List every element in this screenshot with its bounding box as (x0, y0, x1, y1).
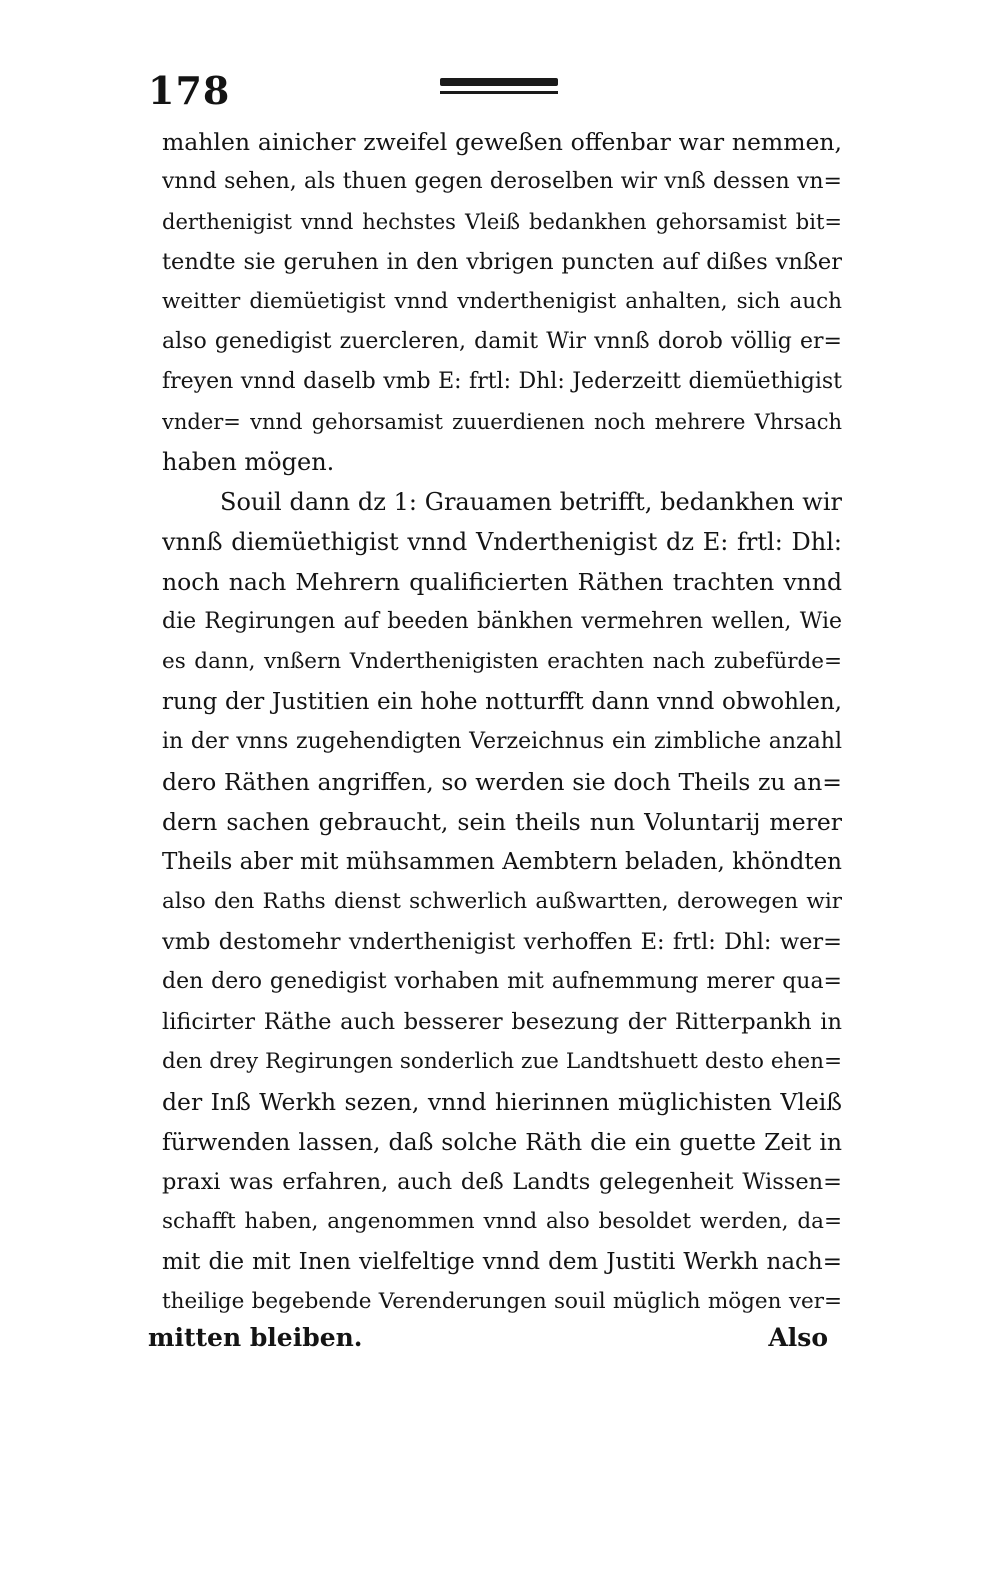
header-ornament-rule (440, 78, 558, 98)
page-footer (148, 1318, 828, 1358)
last-line-text: mitten bleiben. (148, 1323, 363, 1352)
text-line: noch nach Mehrern qualificierten Räthen trachten vnnd (162, 568, 842, 596)
text-line: mit die mit Inen vielfeltige vnnd dem Justiti Werkh nach= (162, 1249, 842, 1275)
body-text (162, 122, 842, 1322)
text-line: vnnß diemüethigist vnnd Vnderthenigist dz E: frtl: Dhl: (162, 528, 842, 556)
text-line: der Inß Werkh sezen, vnnd hierinnen müglichisten Vleiß (162, 1088, 842, 1116)
text-line: dero Räthen angriffen, so werden sie doch Theils zu an= (162, 768, 842, 796)
text-line: also den Raths dienst schwerlich außwartten, derowegen wir (162, 889, 842, 914)
text-line: also genedigist zuercleren, damit Wir vnnß dorob völlig er= (162, 329, 842, 354)
text-line: vmb destomehr vnderthenigist verhoffen E: frtl: Dhl: wer= (162, 929, 842, 955)
text-line: dern sachen gebraucht, sein theils nun Voluntarij merer (162, 808, 842, 836)
page-number: 178 (148, 68, 231, 113)
catchword: Also (768, 1323, 828, 1352)
text-line: vnder= vnnd gehorsamist zuuerdienen noch mehrere Vhrsach (162, 410, 842, 434)
text-line: tendte sie geruhen in den vbrigen puncten auf dißes vnßer (162, 249, 842, 275)
text-line: derthenigist vnnd hechstes Vleiß bedankhen gehorsamist bit= (162, 210, 842, 234)
text-line: Theils aber mit mühsammen Aembtern beladen, khöndten (162, 849, 842, 875)
text-line: mahlen ainicher zweifel geweßen offenbar war nemmen, (162, 128, 842, 156)
paragraph-start-line: Souil dann dz 1: Grauamen betrifft, bedankhen wir (220, 488, 842, 516)
text-line: praxi was erfahren, auch deß Landts gelegenheit Wissen= (162, 1169, 842, 1195)
text-line: freyen vnnd daselb vmb E: frtl: Dhl: Jederzeitt diemüethigist (162, 369, 842, 394)
text-line: lificirter Räthe auch besserer besezung der Ritterpankh in (162, 1009, 842, 1035)
text-line: den drey Regirungen sonderlich zue Landtshuett desto ehen= (162, 1049, 842, 1074)
text-line: den dero genedigist vorhaben mit aufnemmung merer qua= (162, 969, 842, 994)
text-line: theilige begebende Verenderungen souil müglich mögen ver= (162, 1289, 842, 1314)
text-line: in der vnns zugehendigten Verzeichnus ein zimbliche anzahl (162, 729, 842, 754)
ornament-thin-bar (440, 91, 558, 94)
ornament-thick-bar (440, 78, 558, 86)
text-line: die Regirungen auf beeden bänkhen vermehren wellen, Wie (162, 609, 842, 634)
text-line: weitter diemüetigist vnnd vnderthenigist anhalten, sich auch (162, 289, 842, 314)
text-line: es dann, vnßern Vnderthenigisten erachten nach zubefürde= (162, 649, 842, 674)
text-line: fürwenden lassen, daß solche Räth die ein guette Zeit in (162, 1128, 842, 1156)
text-line: vnnd sehen, als thuen gegen deroselben wir vnß dessen vn= (162, 169, 842, 194)
text-line: haben mögen. (162, 448, 335, 476)
text-line: schafft haben, angenommen vnnd also besoldet werden, da= (162, 1209, 842, 1234)
text-line: rung der Justitien ein hohe notturfft dann vnnd obwohlen, (162, 689, 842, 715)
